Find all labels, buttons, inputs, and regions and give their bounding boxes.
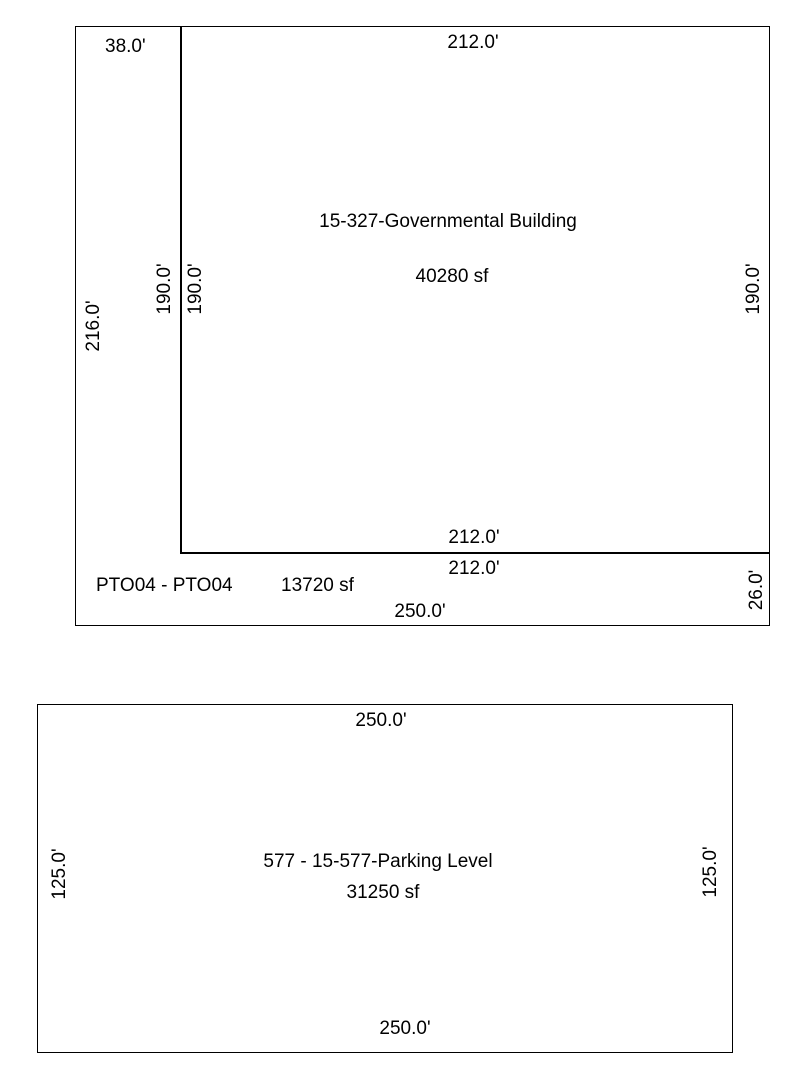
dim-building-top: 212.0' [447, 32, 499, 53]
dim-outer-bottom: 250.0' [394, 601, 446, 622]
building-area: 40280 sf [415, 266, 489, 287]
dim-parking-top: 250.0' [355, 710, 407, 731]
dim-parking-bottom: 250.0' [379, 1018, 431, 1039]
building-left-edge [180, 26, 182, 554]
parking-outline [37, 704, 733, 1053]
lower-strip-area: 13720 sf [281, 575, 354, 596]
lower-strip-id: PTO04 - PTO04 [96, 575, 233, 596]
building-bottom-edge [180, 552, 770, 554]
dim-building-bottom: 212.0' [448, 527, 500, 548]
dim-outer-top-left: 38.0' [105, 36, 146, 57]
dim-lower-strip-top: 212.0' [448, 558, 500, 579]
building-title: 15-327-Governmental Building [319, 211, 577, 232]
parking-area: 31250 sf [346, 882, 420, 903]
parking-title: 577 - 15-577-Parking Level [263, 851, 493, 872]
